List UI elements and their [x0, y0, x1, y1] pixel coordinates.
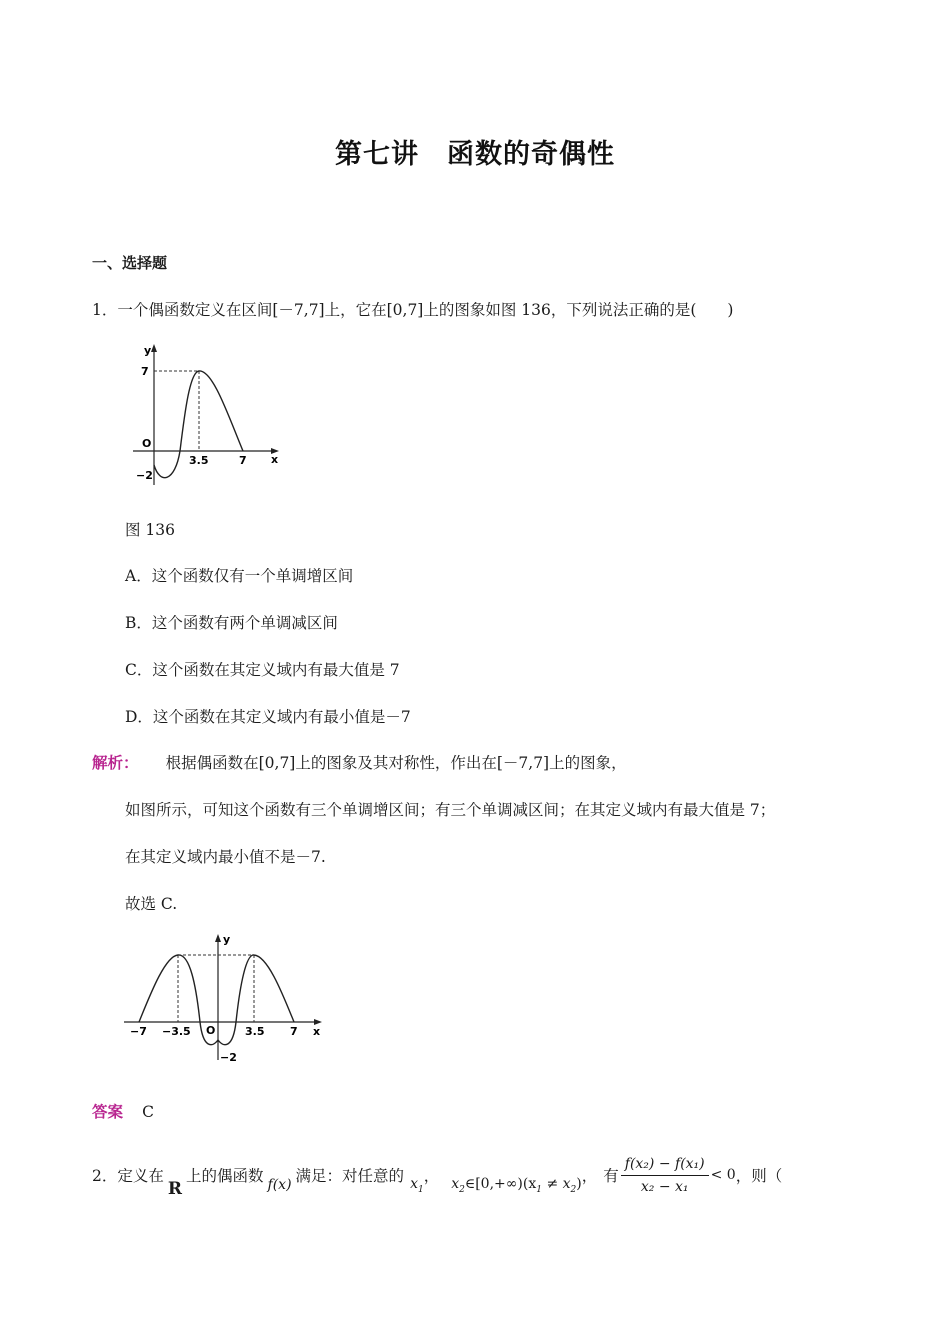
- y-axis-arrow: [215, 934, 221, 942]
- y-tick-7: 7: [141, 365, 149, 378]
- analysis-line-1: 根据偶函数在[0,7]上的图象及其对称性，作出在[－7,7]上的图象，: [165, 754, 627, 772]
- analysis-line-4: 故选 C.: [125, 895, 178, 913]
- q2-fraction-denominator: x₂ − x₁: [640, 1178, 689, 1195]
- origin-label: O: [142, 437, 152, 450]
- option-c: C．这个函数在其定义域内有最大值是 7: [125, 661, 400, 679]
- symmetric-graph: [120, 930, 330, 1070]
- answer-label: 答案: [92, 1103, 124, 1121]
- q2-less-than-zero: < 0: [710, 1167, 736, 1183]
- q2-fraction-numerator: f(x₂) − f(x₁): [621, 1156, 709, 1176]
- analysis-line-3: 在其定义域内最小值不是－7.: [125, 848, 326, 866]
- y-axis-arrow: [151, 344, 157, 352]
- figure-136-graph: [125, 340, 285, 490]
- y-tick-neg2: −2: [220, 1051, 237, 1064]
- answer-value: C: [142, 1103, 154, 1121]
- q2-then: ，则（: [735, 1167, 783, 1185]
- q2-real-set: R: [167, 1179, 183, 1199]
- x-tick-3-5: 3.5: [189, 454, 209, 467]
- section-heading: 一、选择题: [92, 254, 168, 272]
- q2-fx: f(x): [267, 1177, 292, 1193]
- option-a: A．这个函数仅有一个单调增区间: [125, 567, 354, 585]
- x-axis-label: x: [271, 453, 279, 466]
- x-tick-7: 7: [239, 454, 247, 467]
- answer-row: [92, 1100, 154, 1122]
- question-1-stem: 1．一个偶函数定义在区间[－7,7]上，它在[0,7]上的图象如图 136，下列说法正确的是( ): [92, 301, 734, 319]
- q2-comma-1: ，: [423, 1167, 440, 1185]
- q2-prefix: 2．定义在: [92, 1167, 164, 1185]
- analysis-label: 解析：: [92, 754, 139, 772]
- x-tick-neg3-5: −3.5: [162, 1025, 191, 1038]
- option-b: B．这个函数有两个单调减区间: [125, 614, 338, 632]
- q2-mid2: 满足：对任意的: [295, 1167, 405, 1185]
- q2-have: 有: [603, 1167, 619, 1185]
- x-tick-3-5: 3.5: [245, 1025, 265, 1038]
- y-axis-label: y: [223, 933, 231, 946]
- q2-domain: $x_2\in[0,+\infty)(x_1 \ne x_2)$: [451, 1175, 582, 1195]
- q2-fraction: [621, 1156, 709, 1195]
- q2-x1: $x_1$: [410, 1175, 424, 1195]
- y-axis-label: y: [144, 344, 152, 357]
- q2-comma-2: ，: [581, 1167, 598, 1185]
- analysis-line-2: 如图所示，可知这个函数有三个单调增区间；有三个单调减区间；在其定义域内有最大值是 7；: [125, 801, 776, 819]
- x-tick-neg7: −7: [130, 1025, 147, 1038]
- y-tick-neg2: −2: [136, 469, 153, 482]
- analysis-row: [92, 751, 627, 773]
- option-d: D．这个函数在其定义域内有最小值是－7: [125, 708, 411, 726]
- x-axis-label: x: [313, 1025, 321, 1038]
- x-tick-7: 7: [290, 1025, 298, 1038]
- q2-mid1: 上的偶函数: [186, 1167, 264, 1185]
- origin-label: O: [206, 1024, 216, 1037]
- question-2-stem: [92, 1150, 782, 1200]
- figure-caption: 图 136: [125, 521, 176, 539]
- page-title: 第七讲 函数的奇偶性: [335, 139, 615, 170]
